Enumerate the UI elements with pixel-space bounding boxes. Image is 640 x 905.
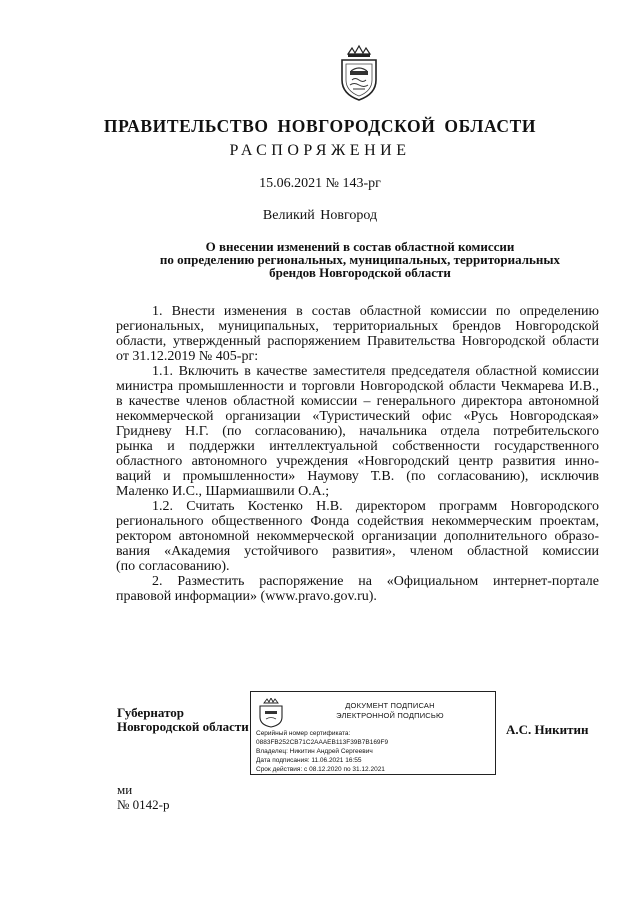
- stamp-detail-line: Серийный номер сертификата:: [256, 730, 351, 737]
- body-line: министра промышленности и торговли Новгородской области Чекмарева И.В.,: [116, 379, 599, 394]
- body-line: (по согласованию).: [116, 559, 230, 574]
- governor-title-line: Губернатор: [117, 705, 185, 720]
- body-line: вания «Академия устойчивого развития», членом областной комиссии: [116, 544, 599, 559]
- body-line: правовой информации» (www.pravo.gov.ru).: [116, 589, 377, 604]
- signatory-name: А.С. Никитин: [506, 722, 589, 737]
- government-title: ПРАВИТЕЛЬСТВО НОВГОРОДСКОЙ ОБЛАСТИ: [103, 116, 537, 136]
- subject-line: брендов Новгородской области: [269, 265, 451, 280]
- city: Великий Новгород: [262, 208, 378, 223]
- stamp-heading-line: ЭЛЕКТРОННОЙ ПОДПИСЬЮ: [336, 711, 444, 720]
- body-line: от 31.12.2019 № 405-рг:: [116, 349, 259, 364]
- body-line: ректором автономной некоммерческой организации дополнительного образо-: [116, 529, 599, 544]
- stamp-details: [256, 729, 492, 774]
- document-body: [116, 304, 599, 604]
- body-line: ваций и промышленности» Наумову Т.В. (по согласованию), исключив: [116, 469, 599, 484]
- body-line: Маленко И.С., Шармиашвили О.А.;: [116, 484, 330, 499]
- executor-initials: ми: [117, 782, 133, 797]
- registration-number: № 0142-р: [117, 797, 170, 812]
- body-line: 1.1. Включить в качестве заместителя председателя областной комиссии: [152, 364, 599, 379]
- body-line: областного автономного учреждения «Новгородский центр развития инно-: [116, 454, 599, 469]
- body-line: регионального общественного Фонда содействия некоммерческим проектам,: [116, 514, 599, 529]
- stamp-detail-line: Владелец: Никитин Андрей Сергеевич: [256, 748, 373, 755]
- coat-of-arms-emblem: [338, 44, 380, 102]
- stamp-detail-line: Дата подписания: 11.06.2021 16:55: [256, 757, 362, 764]
- stamp-detail-line: 0883FB252CB71C2AAAEB113F39B7B169F9: [256, 739, 389, 746]
- body-line: Гридневу Н.Г. (по согласованию), начальника отдела потребительского: [116, 424, 599, 439]
- body-line: 2. Разместить распоряжение на «Официальном интернет-портале: [152, 574, 599, 589]
- body-line: региональных, муниципальных, территориальных брендов Новгородской: [116, 319, 599, 334]
- governor-title-line: Новгородской области: [117, 719, 249, 734]
- electronic-signature-stamp: [250, 691, 496, 775]
- footer-reference: [117, 782, 169, 812]
- subject-line: О внесении изменений в состав областной комиссии: [205, 239, 515, 254]
- stamp-emblem-icon: [257, 698, 285, 728]
- body-line: некоммерческой организации «Туристический офис «Русь Новгородская»: [116, 409, 599, 424]
- stamp-heading: [295, 701, 485, 721]
- subject-line: по определению региональных, муниципальных, территориальных: [159, 252, 561, 267]
- document-subject: [130, 240, 590, 279]
- body-line: рынка и поддержки интеллектуальной собственности государственного: [116, 439, 599, 454]
- stamp-heading-line: ДОКУМЕНТ ПОДПИСАН: [345, 701, 435, 710]
- body-line: в качестве членов областной комиссии – генерального директора автономной: [116, 394, 599, 409]
- date-and-number: 15.06.2021 № 143-рг: [259, 176, 381, 191]
- governor-title: [117, 706, 249, 734]
- body-line: 1. Внести изменения в состав областной комиссии по определению: [152, 304, 599, 319]
- body-line: области, утвержденный распоряжением Правительства Новгородской области: [116, 334, 599, 349]
- body-line: 1.2. Считать Костенко Н.В. директором программ Новгородского: [152, 499, 599, 514]
- document-type: РАСПОРЯЖЕНИЕ: [229, 142, 411, 159]
- stamp-detail-line: Срок действия: с 08.12.2020 по 31.12.2021: [256, 766, 385, 773]
